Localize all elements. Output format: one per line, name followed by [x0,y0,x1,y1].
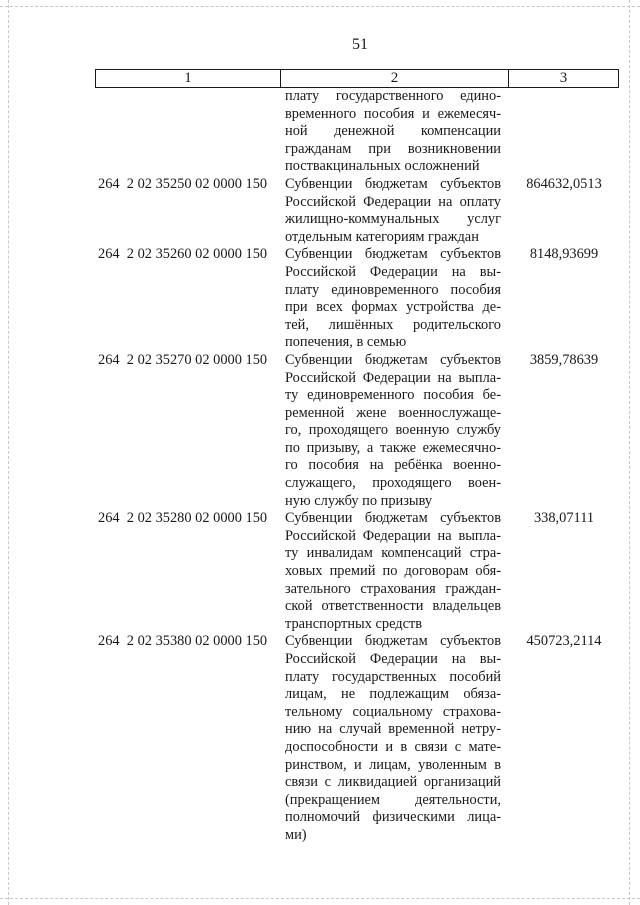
description-line: плату государственных пособий [285,668,501,685]
budget-code: 264 2 02 35250 02 0000 150 [98,175,268,192]
description-line: доспособности и в связи с мате- [285,738,501,755]
description-line: Субвенции бюджетам субъектов [285,633,501,650]
description-line: жилищно-коммунальных услуг [285,211,501,228]
revenue-description [283,633,501,844]
description-line: ту инвалидам компенсаций стра- [285,545,501,562]
description-line: лицам, не подлежащим обяза- [285,686,501,703]
description-line: ринством, и лицам, уволенным в [285,756,501,773]
description-line: го, проходящего военную службу [285,422,501,439]
table-row [95,633,619,844]
amount: 864632,0513 [526,175,602,192]
description-line: служащего, проходящего воен- [285,475,501,492]
description-line: Российской Федерации на вы- [285,263,501,280]
description-line: попечения, в семью [285,334,407,351]
table-row [95,352,619,510]
amount: 450723,2114 [526,633,602,650]
revenue-description [283,176,501,246]
budget-code: 264 2 02 35380 02 0000 150 [98,633,268,650]
description-line: при всех формах устройства де- [285,299,501,316]
amount: 8148,93699 [529,246,599,263]
table-row [95,510,619,633]
amount: 3859,78639 [529,351,599,368]
table-row [95,246,619,352]
description-line: транспортных средств [285,615,423,632]
budget-code: 264 2 02 35280 02 0000 150 [98,510,268,527]
description-line: Субвенции бюджетам субъектов [285,175,501,192]
description-line: (прекращением деятельности, [285,791,501,808]
description-line: поствакцинальных осложнений [285,158,480,175]
budget-code: 264 2 02 35260 02 0000 150 [98,246,268,263]
budget-code [95,88,283,176]
description-line: Российской Федерации на вы- [285,651,501,667]
description-line: ременной жене военнослужаще- [285,404,501,421]
description-line: временного пособия и ежемесяч- [285,105,501,122]
revenue-description [283,352,501,510]
description-line: Субвенции бюджетам субъектов [285,351,501,368]
amount [501,88,619,176]
column-header-1: 1 [96,70,281,87]
column-header-3: 3 [559,70,568,86]
scan-edge-left [8,0,9,905]
description-line: зательного страхования граждан- [285,580,501,597]
scan-edge-bottom [0,898,640,899]
column-header-2: 2 [281,70,509,87]
page-number: 51 [352,36,368,53]
revenue-description [283,510,501,633]
description-line: полномочий физическими лица- [285,809,501,826]
description-line: ми) [285,826,307,843]
amount: 338,07111 [533,510,595,527]
description-line: гражданам при возникновении [285,140,501,157]
description-line: Российской Федерации на оплату [285,193,501,210]
revenue-description [283,246,501,352]
budget-code: 264 2 02 35270 02 0000 150 [98,351,268,368]
description-line: тельному социальному страхова- [285,703,501,720]
description-line: Субвенции бюджетам субъектов [285,510,501,527]
description-line: связи с ликвидацией организаций [285,774,501,791]
table-row [95,88,619,176]
table-row [95,176,619,246]
description-line: плату единовременного пособия [285,281,501,298]
description-line: нию на случай временной нетру- [285,721,501,738]
revenue-description [283,88,501,176]
table-header [95,69,619,88]
scan-edge-right [629,0,630,905]
description-line: отдельным категориям граждан [285,228,479,245]
description-line: ской ответственности владельцев [285,598,501,615]
description-line: ную службу по призыву [285,492,433,509]
description-line: го пособия на ребёнка военно- [285,457,501,474]
description-line: по призыву, а также ежемесячно- [285,439,501,456]
description-line: тей, лишённых родительского [285,316,501,333]
description-line: плату государственного едино- [285,88,501,104]
description-line: Субвенции бюджетам субъектов [285,246,501,263]
description-line: Российской Федерации на выпла- [285,369,501,386]
description-line: ту единовременного пособия бе- [285,387,501,404]
scan-edge-top [0,6,640,7]
table-body [95,88,619,845]
description-line: Российской Федерации на выпла- [285,527,501,544]
description-line: ной денежной компенсации [285,123,501,140]
description-line: ховых премий по договорам обя- [285,563,501,580]
